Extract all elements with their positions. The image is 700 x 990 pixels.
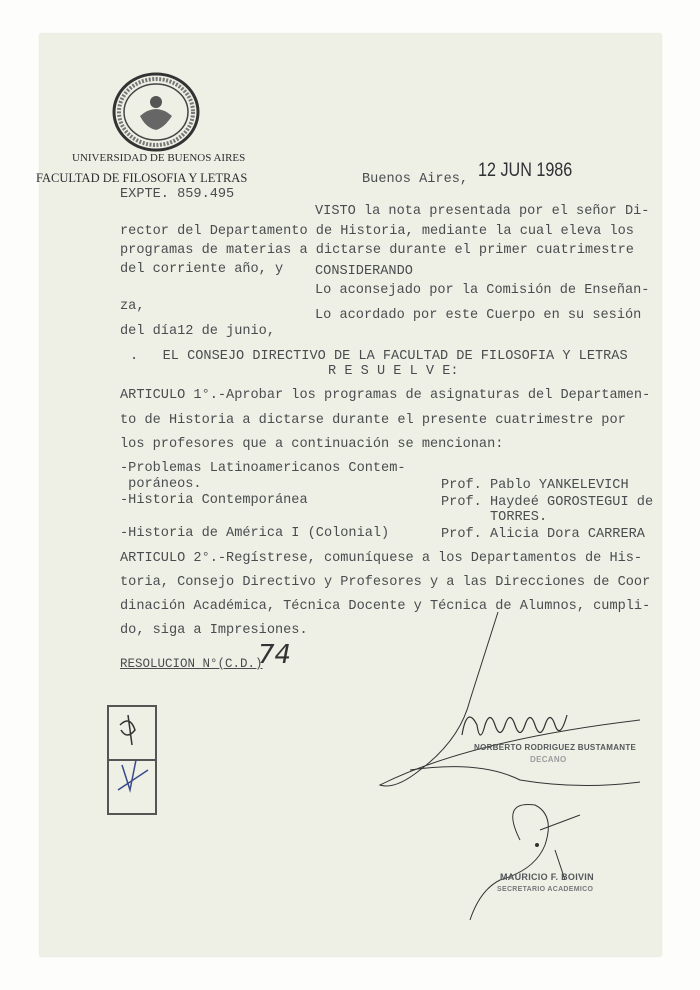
course-professor: Prof. Alicia Dora CARRERA bbox=[441, 527, 645, 542]
resolucion-label: RESOLUCION N°(C.D.) bbox=[120, 657, 263, 671]
course-professor: Prof. Pablo YANKELEVICH bbox=[441, 478, 629, 493]
faculty-name: FACULTAD DE FILOSOFIA Y LETRAS bbox=[36, 171, 248, 185]
signatory-name: NORBERTO RODRIGUEZ BUSTAMANTE bbox=[474, 743, 637, 752]
visto-line: del corriente año, y bbox=[120, 262, 284, 277]
consejo-heading: . EL CONSEJO DIRECTIVO DE LA FACULTAD DE FILOSOFIA Y LETRAS bbox=[130, 349, 628, 364]
course-subject: -Historia Contemporánea bbox=[120, 493, 308, 508]
articulo1-line: to de Historia a dictarse durante el presente cuatrimestre por bbox=[120, 413, 626, 428]
expediente-number: EXPTE. 859.495 bbox=[120, 187, 235, 202]
articulo1-line: los profesores que a continuación se mencionan: bbox=[120, 437, 504, 452]
articulo2-line: dinación Académica, Técnica Docente y Técnica de Alumnos, cumpli- bbox=[120, 599, 651, 614]
course-subject: -Problemas Latinoamericanos Contem- bbox=[120, 461, 406, 476]
signatory-title: SECRETARIO ACADEMICO bbox=[497, 886, 594, 893]
visto-line: rector del Departamento de Historia, mediante la cual eleva los bbox=[120, 224, 634, 239]
signatory-name: MAURICIO F. BOIVIN bbox=[500, 872, 594, 882]
acordado-line: Lo acordado por este Cuerpo en su sesión bbox=[315, 308, 642, 323]
resolucion-number: 74 bbox=[258, 640, 292, 670]
za-line: za, bbox=[120, 299, 145, 314]
date-stamp: 12 JUN 1986 bbox=[478, 160, 573, 181]
articulo1-line: ARTICULO 1°.-Aprobar los programas de asignaturas del Departamen- bbox=[120, 388, 651, 403]
articulo2-line: ARTICULO 2°.-Regístrese, comuníquese a los Departamentos de His- bbox=[120, 551, 643, 566]
resuelve-heading: R E S U E L V E: bbox=[328, 364, 459, 379]
course-professor: TORRES. bbox=[490, 510, 548, 525]
visto-line: programas de materias a dictarse durante el primer cuatrimestre bbox=[120, 243, 634, 258]
university-name: UNIVERSIDAD DE BUENOS AIRES bbox=[72, 152, 246, 164]
dia-line: del día12 de junio, bbox=[120, 324, 275, 339]
articulo2-line: do, siga a Impresiones. bbox=[120, 623, 308, 638]
aconsejado-line: Lo aconsejado por la Comisión de Enseñan- bbox=[315, 283, 650, 298]
articulo2-line: toria, Consejo Directivo y Profesores y a las Direcciones de Coor bbox=[120, 575, 651, 590]
visto-line: VISTO la nota presentada por el señor Di- bbox=[315, 204, 650, 219]
course-subject: -Historia de América I (Colonial) bbox=[120, 526, 390, 541]
course-subject: poráneos. bbox=[120, 477, 202, 492]
considerando-heading: CONSIDERANDO bbox=[315, 264, 413, 279]
signatory-title: DECANO bbox=[530, 755, 567, 764]
place: Buenos Aires, bbox=[362, 172, 469, 187]
course-professor: Prof. Haydeé GOROSTEGUI de bbox=[441, 495, 654, 510]
